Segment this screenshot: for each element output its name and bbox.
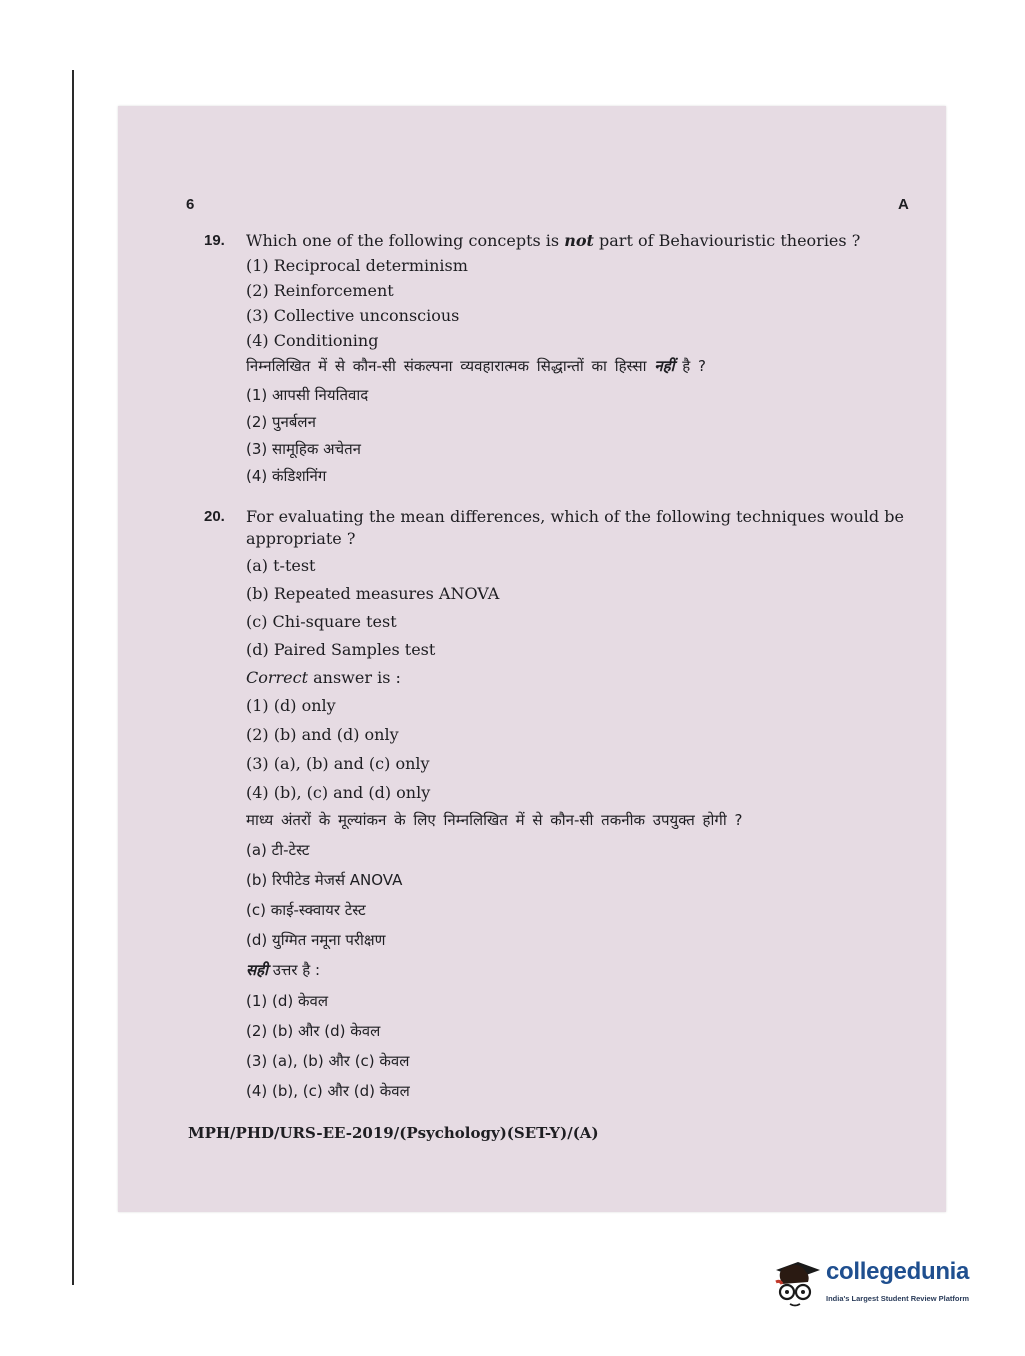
student-mascot-icon [770,1254,822,1310]
option: (3) (a), (b) और (c) केवल [246,1052,410,1070]
option: (3) Collective unconscious [246,306,460,325]
items-en [246,556,904,1111]
option: (2) (b) and (d) only [246,725,399,744]
logo-wordmark: collegedunia [826,1258,970,1285]
correct-answer-label: Correct answer is : [246,668,401,687]
set-letter: A [898,196,909,213]
logo-tagline: India's Largest Student Review Platform [826,1294,970,1303]
option: (1) Reciprocal determinism [246,256,468,275]
item: (b) Repeated measures ANOVA [246,584,500,603]
question-19 [204,230,904,493]
option: (1) (d) केवल [246,992,329,1010]
item: (b) रिपीटेड मेजर्स ANOVA [246,871,403,889]
question-number: 20. [204,508,225,525]
page-number: 6 [186,196,195,213]
option: (3) सामूहिक अचेतन [246,440,362,458]
item: (d) Paired Samples test [246,640,436,659]
question-text-en: Which one of the following concepts is not part of Behaviouristic theories ? [246,231,861,250]
question-text-en: For evaluating the mean differences, which of the following techniques would be appropriate ? [246,507,904,548]
option: (2) पुनर्बलन [246,413,316,431]
item: (a) t-test [246,556,316,575]
item: (d) युग्मित नमूना परीक्षण [246,931,386,949]
option: (4) कंडिशनिंग [246,467,327,485]
option: (1) आपसी नियतिवाद [246,386,369,404]
correct-answer-label-hi: सही उत्तर है : [246,961,321,979]
options-en [246,256,904,493]
question-20 [204,506,904,1111]
exam-code: MPH/PHD/URS-EE-2019/(Psychology)(SET-Y)/(A) [188,1124,599,1142]
option: (4) (b), (c) और (d) केवल [246,1082,410,1100]
option: (1) (d) only [246,696,336,715]
option: (4) Conditioning [246,331,379,350]
item: (c) Chi-square test [246,612,397,631]
question-number: 19. [204,232,225,249]
option: (3) (a), (b) and (c) only [246,754,430,773]
question-text-hi: माध्य अंतरों के मूल्यांकन के लिए निम्नलिखित में से कौन-सी तकनीक उपयुक्त होगी ? [246,811,743,829]
option: (2) (b) और (d) केवल [246,1022,381,1040]
item: (c) काई-स्क्वायर टेस्ट [246,901,366,919]
collegedunia-logo [770,1254,1000,1310]
option: (2) Reinforcement [246,281,394,300]
scan-edge-line [72,70,74,1285]
item: (a) टी-टेस्ट [246,841,310,859]
question-text-hi: निम्नलिखित में से कौन-सी संकल्पना व्यवहारात्मक सिद्धान्तों का हिस्सा नहीं है ? [246,357,706,375]
option: (4) (b), (c) and (d) only [246,783,431,802]
